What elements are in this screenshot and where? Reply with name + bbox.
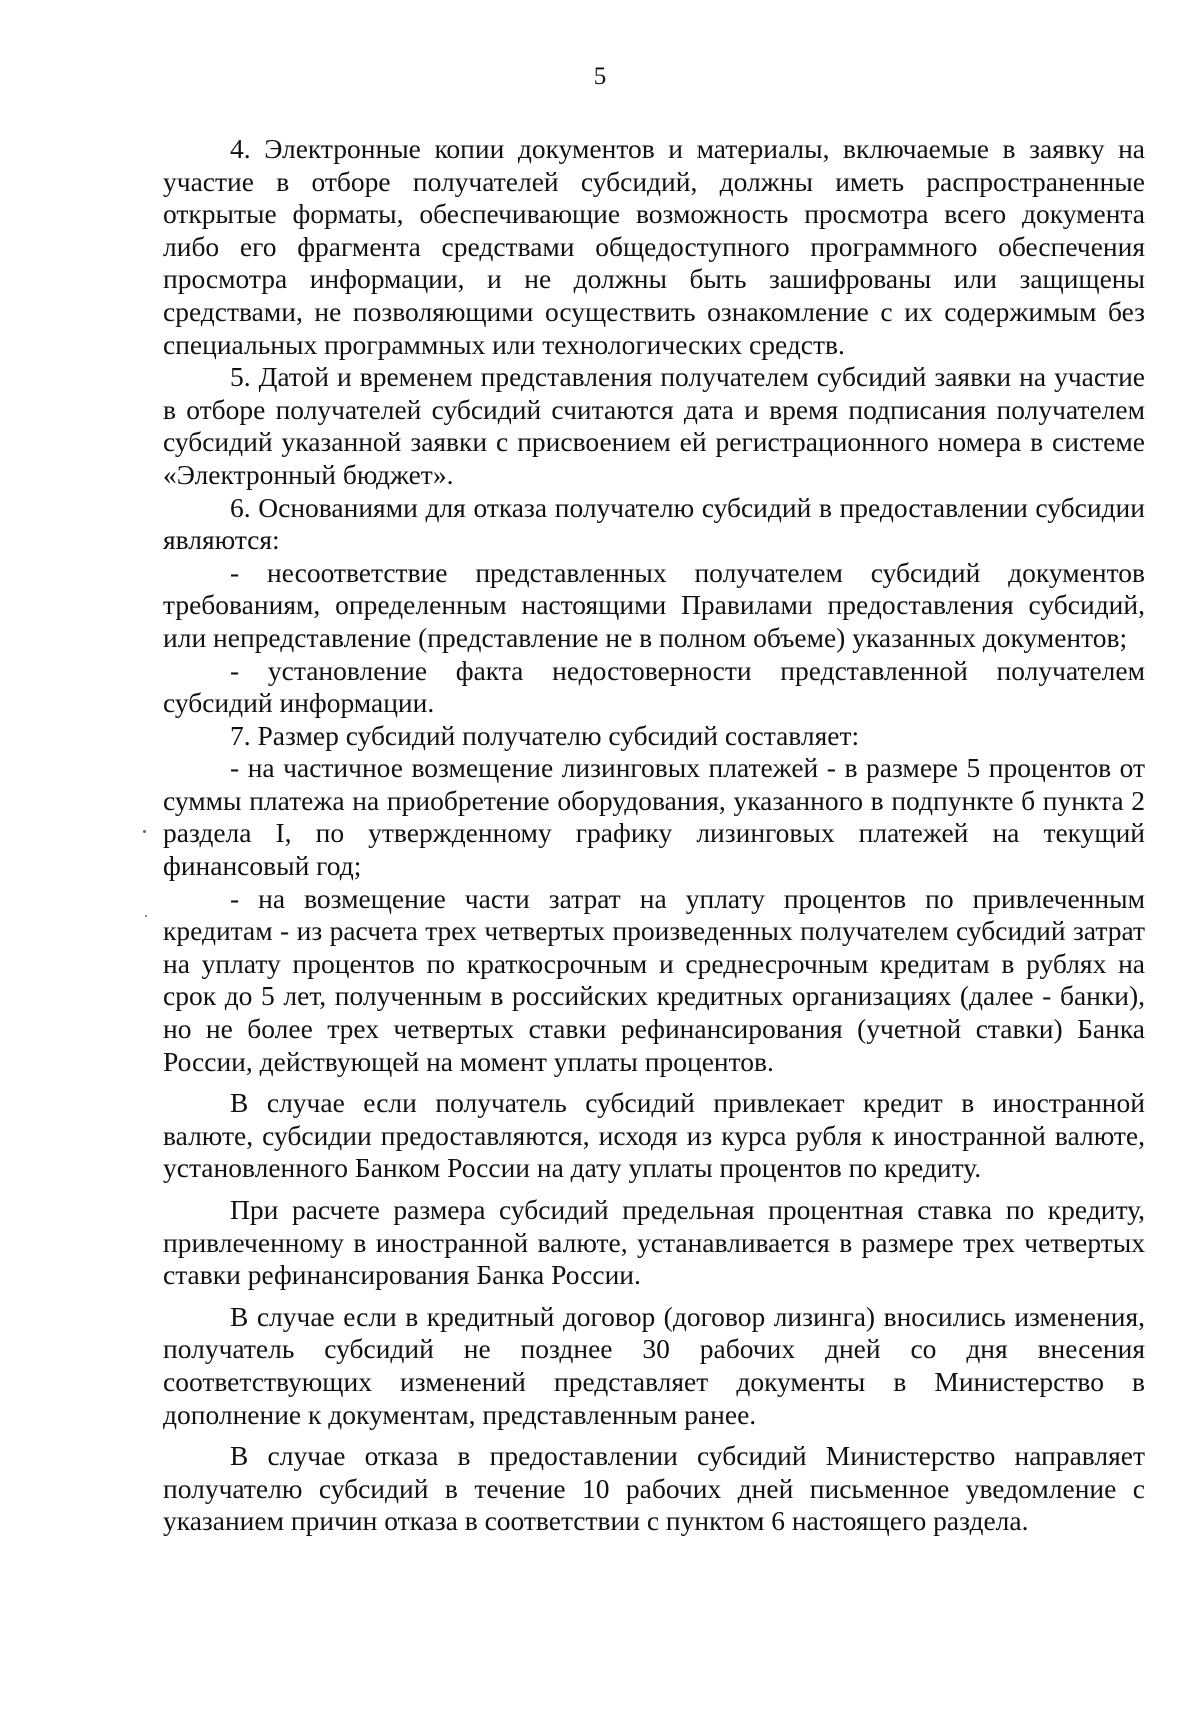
paragraph-refusal-item-inaccuracy: - установление факта недостоверности представленной получателем субсидий информации. (163, 654, 1145, 719)
paragraph-contract-changes: В случае если в кредитный договор (договор лизинга) вносились изменения, получатель субсидий не позднее 30 рабочих дней со дня внесения соответствующих изменений представляет документы в Министерство в дополнение к документам, представленным ранее. (163, 1300, 1145, 1430)
page-number: 5 (593, 63, 607, 90)
paragraph-5-date-of-submission: 5. Датой и временем представления получателем субсидий заявки на участие в отборе получателей субсидий считаются дата и время подписания получателем субсидий указанной заявки с присвоением ей регистрационного номера в системе «Электронный бюджет». (163, 361, 1145, 490)
paragraph-6-grounds-for-refusal: 6. Основаниями для отказа получателю субсидий в предоставлении субсидии являются: (163, 491, 1145, 556)
paragraph-interest-rate-limit: При расчете размера субсидий предельная процентная ставка по кредиту, привлеченному в иностранной валюте, устанавливается в размере трех четвертых ставки рефинансирования Банка России. (163, 1194, 1145, 1291)
paragraph-7-subsidy-amount: 7. Размер субсидий получателю субсидий составляет: (230, 719, 860, 751)
paragraph-amount-item-leasing: - на частичное возмещение лизинговых платежей - в размере 5 процентов от суммы платежа на приобретение оборудования, указанного в подпункте б пункта 2 раздела I, по утвержденному графику лизинговых платежей на текущий финансовый год; (163, 752, 1145, 882)
paragraph-amount-item-credit-interest: - на возмещение части затрат на уплату процентов по привлеченным кредитам - из расчета трех четвертых произведенных получателем субсидий затрат на уплату процентов по краткосрочным и среднесрочным кредитам в рублях на срок до 5 лет, полученным в российских кредитных организациях (далее - банки), но не более трех четвертых ставки рефинансирования (учетной ставки) Банка России, действующей на момент уплаты процентов. (163, 882, 1145, 1077)
scan-dot-mark (143, 830, 146, 833)
document-body (163, 133, 1145, 1538)
paragraph-refusal-notification: В случае отказа в предоставлении субсидий Министерство направляет получателю субсидий в течение 10 рабочих дней письменное уведомление с указанием причин отказа в соответствии с пунктом 6 настоящего раздела. (163, 1440, 1145, 1537)
paragraph-4-electronic-copies: 4. Электронные копии документов и материалы, включаемые в заявку на участие в отборе получателей субсидий, должны иметь распространенные открытые форматы, обеспечивающие возможность просмотра всего документа либо его фрагмента средствами общедоступного программного обеспечения просмотра информации, и не должны быть зашифрованы или защищены средствами, не позволяющими осуществить ознакомление с их содержимым без специальных программных или технологических средств. (163, 133, 1145, 360)
scan-dot-mark (145, 915, 147, 917)
paragraph-foreign-currency-credit: В случае если получатель субсидий привлекает кредит в иностранной валюте, субсидии предоставляются, исходя из курса рубля к иностранной валюте, установленного Банком России на дату уплаты процентов по кредиту. (163, 1087, 1145, 1184)
paragraph-refusal-item-nonconformity: - несоответствие представленных получателем субсидий документов требованиям, определенным настоящими Правилами предоставления субсидий, или непредставление (представление не в полном объеме) указанных документов; (163, 556, 1145, 653)
